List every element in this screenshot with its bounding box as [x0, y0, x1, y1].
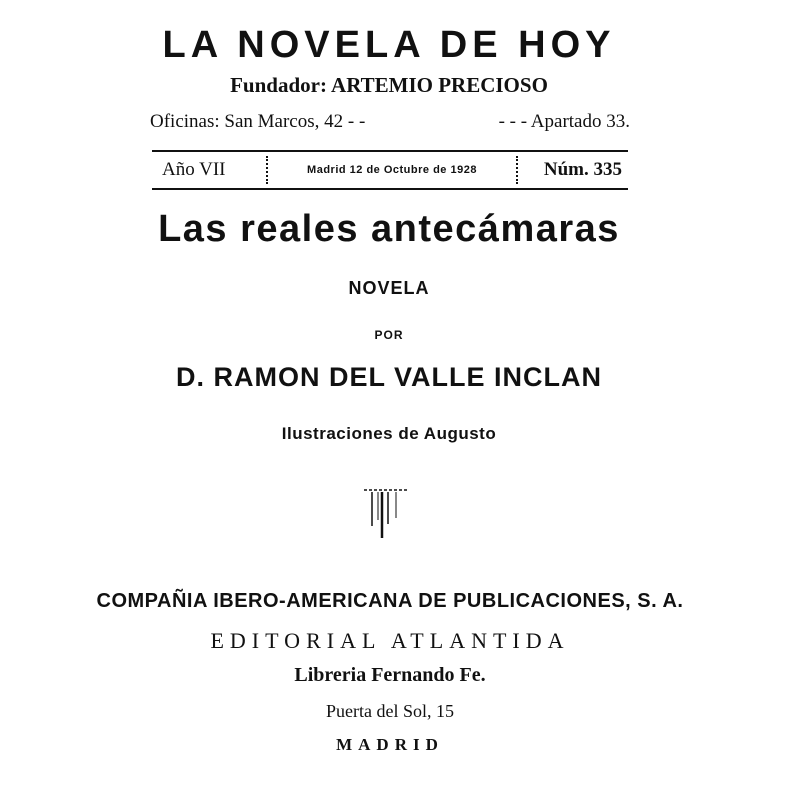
offices-address: Oficinas: San Marcos, 42 - - — [150, 111, 366, 132]
bookshop-name: Libreria Fernando Fe. — [294, 664, 486, 686]
bookshop-address: Puerta del Sol, 15 — [326, 701, 454, 721]
author-name: D. RAMON DEL VALLE INCLAN — [176, 362, 602, 392]
series-title: LA NOVELA DE HOY — [162, 24, 616, 66]
illustrator-credit: Ilustraciones de Augusto — [281, 424, 497, 443]
editorial-name: EDITORIAL ATLANTIDA — [210, 628, 570, 653]
founder-line: Fundador: ARTEMIO PRECIOSO — [230, 73, 548, 97]
city-name: MADRID — [336, 735, 444, 754]
offices-po-box: - - - Apartado 33. — [498, 111, 630, 132]
offices-line — [150, 111, 630, 133]
novel-title: Las reales antecámaras — [158, 208, 620, 250]
issue-date: Madrid 12 de Octubre de 1928 — [266, 156, 518, 184]
issue-year: Año VII — [162, 159, 226, 180]
issue-number: Núm. 335 — [543, 159, 622, 180]
by-label: POR — [374, 328, 404, 342]
publisher-name: COMPAÑIA IBERO-AMERICANA DE PUBLICACIONES, S. A. — [96, 590, 684, 612]
issue-bar — [152, 150, 628, 190]
printer-ornament-icon — [356, 482, 416, 542]
genre-label: NOVELA — [348, 278, 430, 298]
